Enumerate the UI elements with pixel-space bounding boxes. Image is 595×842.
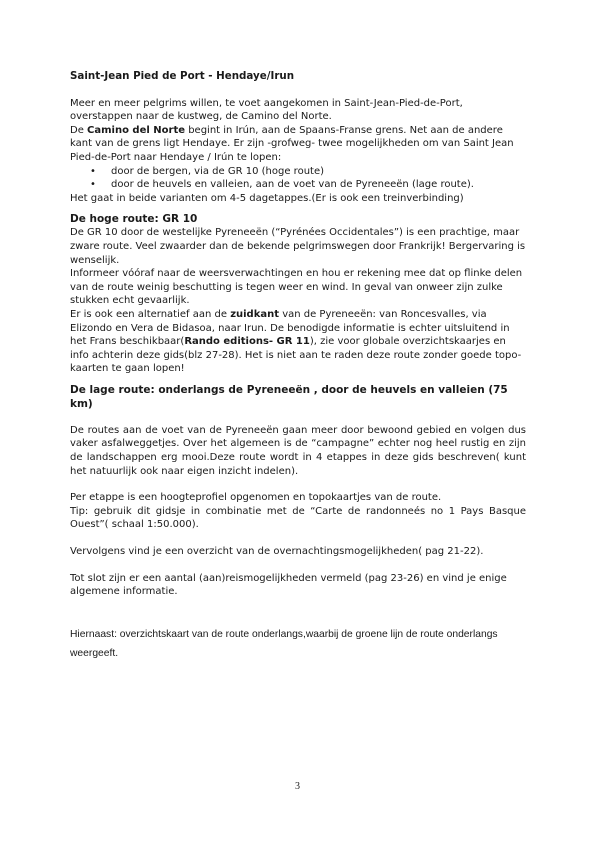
low-route-paragraph-4: Vervolgens vind je een overzicht van de overnachtingsmogelijkheden( pag 21-22). — [70, 546, 484, 558]
low-route-paragraph-2: Per etappe is een hoogteprofiel opgenomen en topokaartjes van de route. — [70, 492, 442, 504]
page-title: Saint-Jean Pied de Port - Hendaye/Irun — [70, 70, 295, 82]
intro-paragraph-3: Het gaat in beide varianten om 4-5 dagetappes.(Er is ook een treinverbinding) — [70, 192, 464, 204]
map-caption: Hiernaast: overzichtskaart van de route onderlangs,waarbij de groene lijn de route onderlangs weergeeft. — [70, 628, 498, 659]
zuidkant-emphasis: zuidkant — [230, 308, 280, 320]
rando-editions-emphasis: Rando editions- GR 11 — [184, 336, 310, 348]
list-item: • door de bergen, via de GR 10 (hoge route) — [70, 165, 526, 179]
high-route-paragraph-3: Er is ook een alternatief aan de zuidkant van de Pyreneeën: van Roncesvalles, via Elizondo en Vera de Bidasoa, naar Irun. De benodigde informatie is echter uitsluitend in het Frans beschikbaar(Rando editions- GR 11), zie voor globale overzichtskaarjes en info achterin deze gids(blz 27-28). Het is niet aan te raden deze route zonder goede topo- kaarten te gaan lopen! — [70, 308, 522, 375]
route-options-list — [70, 165, 526, 192]
document-page — [70, 70, 526, 663]
low-route-paragraph-5: Tot slot zijn er een aantal (aan)reismogelijkheden vermeld (pag 23-26) en vind je enige algemene informatie. — [70, 572, 507, 598]
low-route-heading: De lage route: onderlangs de Pyreneeën , door de heuvels en valleien (75 km) — [70, 383, 508, 410]
list-item: • door de heuvels en valleien, aan de voet van de Pyreneeën (lage route). — [70, 178, 526, 192]
intro-paragraph-2: De Camino del Norte begint in Irún, aan de Spaans-Franse grens. Net aan de andere kant van de grens ligt Hendaye. Er zijn -grofweg- twee mogelijkheden om van Saint Jean Pied-de-Port naar Hendaye / Irún te lopen: — [70, 124, 514, 163]
high-route-heading: De hoge route: GR 10 — [70, 213, 198, 226]
page-number: 3 — [295, 781, 300, 792]
intro-paragraph-1: Meer en meer pelgrims willen, te voet aangekomen in Saint-Jean-Pied-de-Port, overstappen naar de kustweg, de Camino del Norte. — [70, 97, 463, 123]
high-route-paragraph-1: De GR 10 door de westelijke Pyreneeën (“Pyrénées Occidentales”) is een prachtige, maar zware route. Veel zwaarder dan de bekende pelgrimswegen door Frankrijk! Bergervaring is wenselijk. — [70, 227, 526, 266]
high-route-paragraph-2: Informeer vóóraf naar de weersverwachtingen en hou er rekening mee dat op flinke delen van de route weinig beschutting is tegen weer en wind. In geval van onweer zijn zulke stukken echt gevaarlijk. — [70, 268, 523, 307]
low-route-paragraph-1: De routes aan de voet van de Pyreneeën gaan meer door bewoond gebied en volgen dus vaker asfalweggetjes. Over het algemeen is de “campagne” echter nog heel rustig en zijn de landschappen erg mooi.Deze route wordt in 4 etappes in deze gids beschreven( kunt het natuurlijk ook naar eigen inzicht indelen). — [70, 424, 526, 477]
camino-del-norte-emphasis: Camino del Norte — [87, 124, 186, 136]
low-route-tip: Tip: gebruik dit gidsje in combinatie met de “Carte de randonneés no 1 Pays Basque Ouest”( schaal 1:50.000). — [70, 505, 526, 531]
